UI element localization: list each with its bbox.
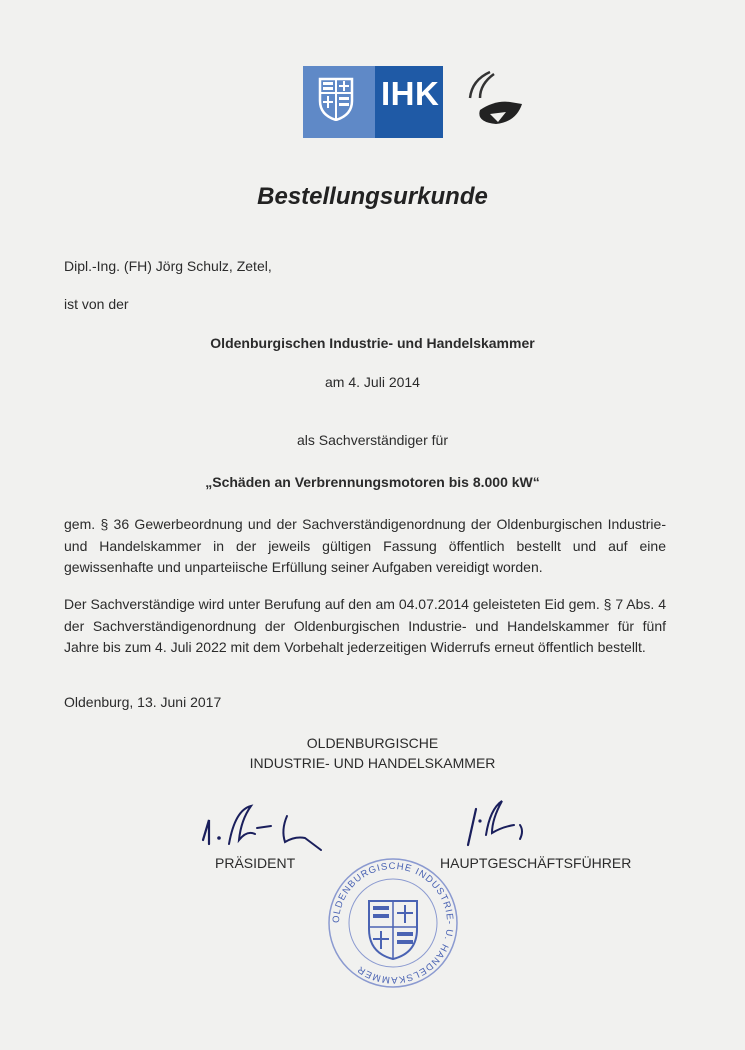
logo-text: IHK [381, 75, 440, 112]
issuer-line-2: INDUSTRIE- UND HANDELSKAMMER [249, 755, 496, 771]
official-seal [325, 855, 461, 991]
expert-emblem-icon [460, 66, 530, 136]
appointment-date: am 4. Juli 2014 [325, 374, 420, 390]
recipient-name: Dipl.-Ing. (FH) Jörg Schulz, Zetel, [64, 258, 272, 274]
chamber-name: Oldenburgischen Industrie- und Handelskammer [210, 335, 535, 351]
ihk-logo [303, 66, 443, 138]
svg-text:OLDENBURGISCHE INDUSTRIE- U. H: OLDENBURGISCHE INDUSTRIE- U. HANDELSKAMMER [330, 860, 456, 986]
intro-text: ist von der [64, 296, 129, 312]
role-text: als Sachverständiger für [297, 432, 448, 448]
issuer-line-1: OLDENBURGISCHE [306, 735, 439, 751]
reappointment-paragraph: Der Sachverständige wird unter Berufung auf den am 04.07.2014 geleisteten Eid gem. § 7 Abs. 4 der Sachverständigenordnung der Oldenburgischen Industrie- und Handelskammer für fünf Jahre bis zum 4. Juli 2022 mit dem Vorbehalt jederzeitigen Widerrufs erneut öffentlich bestellt. [64, 596, 666, 655]
president-signature [195, 800, 335, 860]
place-date: Oldenburg, 13. Juni 2017 [64, 694, 222, 710]
president-title: PRÄSIDENT [215, 855, 296, 871]
coat-of-arms-icon [318, 77, 354, 121]
appointment-paragraph: gem. § 36 Gewerbeordnung und der Sachverständigenordnung der Oldenburgischen Industrie- und Handelskammer in der jeweils gültigen Fassung öffentlich bestellt und auf eine gewissenhafte und unparteiische Erfüllung seiner Aufgaben vereidigt worden. [64, 516, 666, 575]
specialty-text: „Schäden an Verbrennungsmotoren bis 8.000 kW“ [205, 474, 540, 490]
document-title: Bestellungsurkunde [257, 183, 488, 210]
managing-director-signature [462, 795, 542, 855]
managing-director-title: HAUPTGESCHÄFTSFÜHRER [440, 855, 632, 871]
